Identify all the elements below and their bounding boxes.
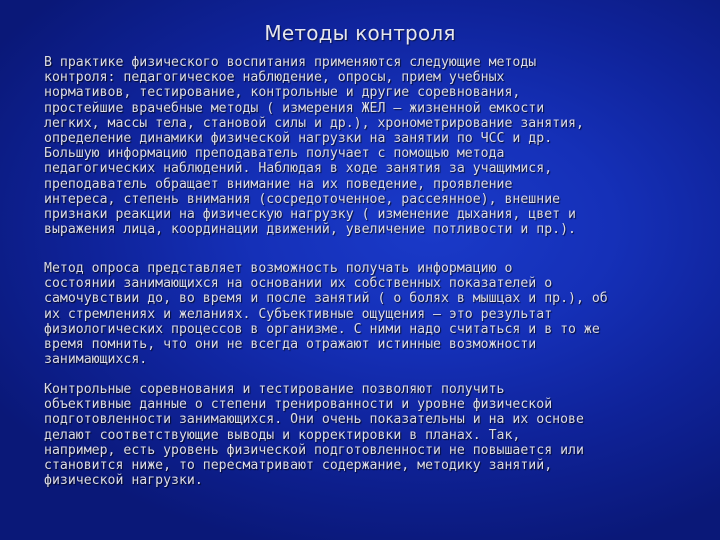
text-line: интереса, степень внимания (сосредоточенное, рассеянное), внешние	[44, 191, 561, 207]
text-line: легких, массы тела, становой силы и др.), хронометрирование занятия,	[44, 115, 584, 131]
text-line: делают соответствующие выводы и корректировки в планах. Так,	[44, 427, 521, 443]
text-line: определение динамики физической нагрузки на занятии по ЧСС и др.	[44, 131, 553, 147]
paragraph-control-methods	[44, 55, 684, 237]
text-line: время помнить, что они не всегда отражают истинные возможности	[44, 337, 537, 353]
text-line: их стремлениях и желаниях. Субъективные ощущения – это результат	[44, 306, 553, 322]
paragraph-survey-method	[44, 261, 684, 367]
text-line: подготовленности занимающихся. Они очень показательны и на их основе	[44, 412, 584, 428]
text-line: педагогических наблюдений. Наблюдая в ходе занятия за учащимися,	[44, 161, 553, 177]
text-line: простейшие врачебные методы ( измерения ЖЕЛ – жизненной емкости	[44, 100, 545, 116]
text-line: Метод опроса представляет возможность получать информацию о	[44, 261, 513, 276]
slide-title: Методы контроля	[264, 21, 456, 45]
text-line: занимающихся.	[44, 352, 148, 368]
text-line: объективные данные о степени тренированности и уровне физической	[44, 397, 553, 413]
text-line: например, есть уровень физической подготовленности не повышается или	[44, 442, 584, 458]
text-line: Контрольные соревнования и тестирование позволяют получить	[44, 382, 505, 397]
paragraph-testing	[44, 382, 684, 488]
text-line: нормативов, тестирование, контрольные и другие соревнования,	[44, 85, 521, 101]
text-line: контроля: педагогическое наблюдение, опросы, прием учебных	[44, 70, 505, 86]
text-line: становится ниже, то пересматривают содержание, методику занятий,	[44, 458, 553, 474]
text-line: преподаватель обращает внимание на их поведение, проявление	[44, 176, 513, 192]
text-line: физиологических процессов в организме. С ними надо считаться и в то же	[44, 321, 600, 337]
text-line: самочувствии до, во время и после занятий ( о болях в мышцах и пр.), об	[44, 291, 608, 307]
text-line: физической нагрузки.	[44, 473, 203, 489]
text-line: признаки реакции на физическую нагрузку ( изменение дыхания, цвет и	[44, 207, 576, 223]
text-line: Большую информацию преподаватель получает с помощью метода	[44, 146, 505, 162]
text-line: выражения лица, координации движений, увеличение потливости и пр.).	[44, 222, 576, 238]
text-line: В практике физического воспитания применяются следующие методы	[44, 55, 537, 70]
text-line: состоянии занимающихся на основании их собственных показателей о	[44, 276, 553, 292]
